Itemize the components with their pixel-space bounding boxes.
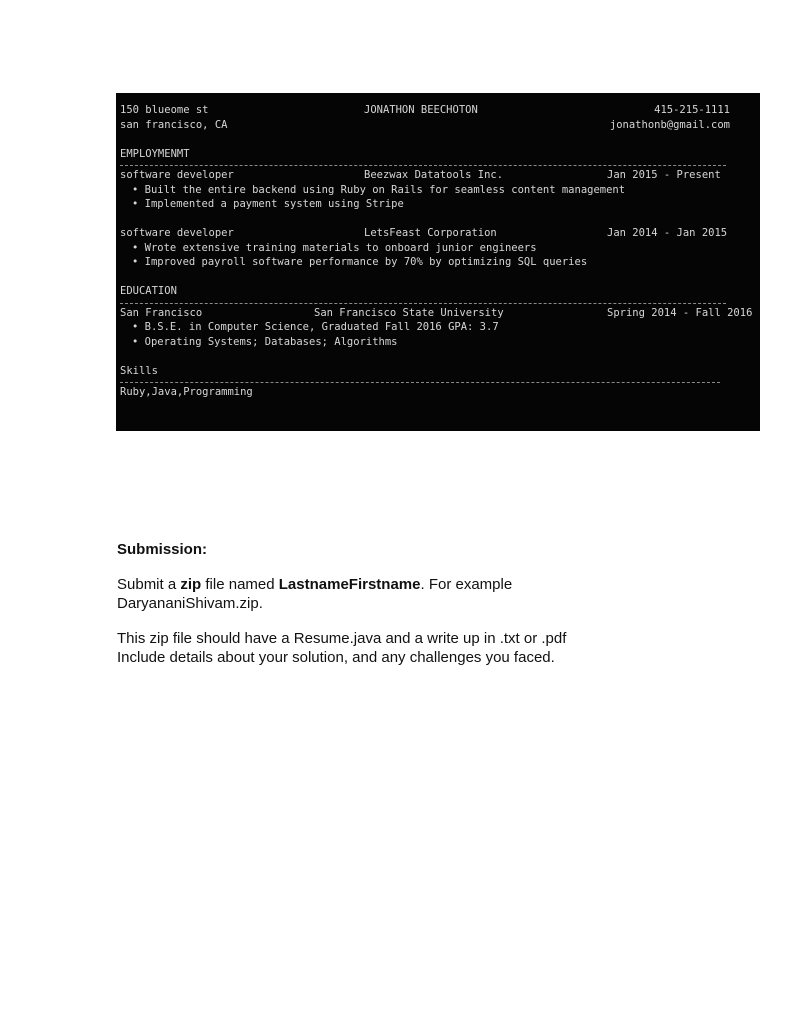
text-segment: file named xyxy=(201,576,279,593)
bold-lastname-firstname: LastnameFirstname xyxy=(278,576,421,593)
job-bullet-text: • Wrote extensive training materials to onboard junior engineers xyxy=(132,241,537,254)
email-address: jonathonb@gmail.com xyxy=(609,118,730,131)
employment-divider xyxy=(120,165,726,166)
submission-paragraph-2 xyxy=(117,629,677,667)
submission-line-2: DaryananiShivam.zip. xyxy=(117,595,263,612)
education-bullet-text: • B.S.E. in Computer Science, Graduated Fall 2016 GPA: 3.7 xyxy=(132,321,499,333)
resume-name: JONATHON BEECHOTON xyxy=(364,104,478,116)
submission-heading: Submission: xyxy=(117,541,208,558)
job-row xyxy=(120,168,760,183)
job-bullet-text: • Implemented a payment system using Stripe xyxy=(132,198,404,210)
education-dates: Spring 2014 - Fall 2016 xyxy=(607,306,753,319)
submission-section xyxy=(117,540,677,683)
job-row xyxy=(120,226,760,241)
address-line-1: 150 blueome st xyxy=(120,104,209,116)
job-company: LetsFeast Corporation xyxy=(364,227,497,239)
education-bullet xyxy=(120,335,760,350)
skills-heading-text: Skills xyxy=(120,364,158,377)
address-line-2: san francisco, CA xyxy=(120,118,228,131)
education-school: San Francisco State University xyxy=(314,306,504,319)
job-dates: Jan 2014 - Jan 2015 xyxy=(607,227,728,239)
text-segment: Submit a xyxy=(117,576,181,593)
job-bullet-text: • Built the entire backend using Ruby on Rails for seamless content management xyxy=(132,183,626,196)
job-bullet xyxy=(120,197,760,212)
education-location: San Francisco xyxy=(120,306,203,319)
submission-line-4: Include details about your solution, and any challenges you faced. xyxy=(117,649,555,666)
job-bullet xyxy=(120,241,760,256)
skills-divider xyxy=(120,382,720,383)
submission-line-1 xyxy=(117,575,677,594)
submission-line-3: This zip file should have a Resume.java and a write up in .txt or .pdf xyxy=(117,630,567,647)
submission-paragraph-1 xyxy=(117,575,677,613)
education-bullet xyxy=(120,320,760,335)
job-bullet xyxy=(120,255,760,270)
education-heading-text: EDUCATION xyxy=(120,285,177,297)
job-dates: Jan 2015 - Present xyxy=(607,169,721,181)
skills-row xyxy=(120,385,760,400)
education-bullet-text: • Operating Systems; Databases; Algorithms xyxy=(132,335,398,348)
employment-heading xyxy=(120,147,760,162)
phone-number: 415-215-1111 xyxy=(654,104,730,116)
job-bullet-text: • Improved payroll software performance by 70% by optimizing SQL queries xyxy=(132,256,588,268)
text-segment: . For example xyxy=(420,576,513,593)
job-title: software developer xyxy=(120,227,234,239)
education-heading xyxy=(120,284,760,299)
employment-heading-text: EMPLOYMENMT xyxy=(120,147,190,160)
job-title: software developer xyxy=(120,169,234,181)
education-divider xyxy=(120,303,726,304)
bold-zip: zip xyxy=(180,576,202,593)
resume-terminal-screenshot xyxy=(116,93,760,431)
job-company: Beezwax Datatools Inc. xyxy=(364,169,504,181)
skills-list: Ruby,Java,Programming xyxy=(120,386,253,398)
header-row-2 xyxy=(120,118,760,133)
education-row xyxy=(120,306,760,321)
job-bullet xyxy=(120,183,760,198)
skills-heading xyxy=(120,364,760,379)
header-row-1 xyxy=(120,103,760,118)
